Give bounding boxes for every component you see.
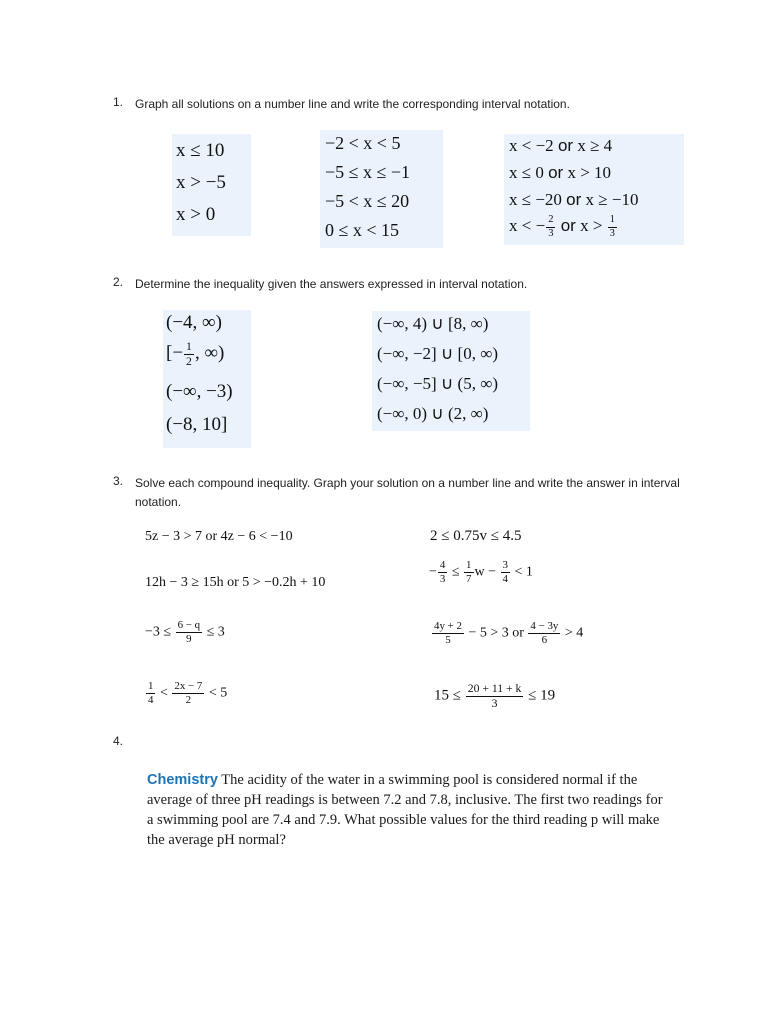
q3-inequality-h: 15 ≤ $\frac{20 + 11 + k}{3}$ ≤ 19 <box>434 682 556 710</box>
q3-inequality-a: 5z − 3 > 7 or 4z − 6 < −10 <box>145 529 293 544</box>
q4-chemistry-problem <box>147 770 667 850</box>
q2-interval-4: (−8, 10] <box>166 414 228 435</box>
q1-text: Graph all solutions on a number line and write the corresponding interval notation. <box>135 97 570 111</box>
q1-box-3 <box>504 134 684 245</box>
q2-interval-7: (−∞, −5] ∪ (5, ∞) <box>377 374 499 393</box>
q2-box-left <box>163 310 251 448</box>
q2-interval-3: (−∞, −3) <box>166 381 233 402</box>
q4-body: The acidity of the water in a swimming pool is considered normal if the average of three pH readings is between 7.2 and 7.8, inclusive. The first two readings for a swimming pool are 7.4 and 7.9. What possible values for the third reading p will make the average pH normal? <box>147 772 663 848</box>
q3-inequality-c: 12h − 3 ≥ 15h or 5 > −0.2h + 10 <box>145 575 326 590</box>
q3-text: Solve each compound inequality. Graph your solution on a number line and write the answer in interval notation. <box>135 476 680 509</box>
q3-inequality-d: − $\frac{4}{3}$ ≤ $\frac{1}{7}$ w − $\frac{3}{4}$ < 1 <box>429 559 533 585</box>
q1-box-1 <box>172 134 251 236</box>
q1-ineq-1: x ≤ 10 <box>176 140 225 161</box>
q4-title: Chemistry <box>147 772 218 788</box>
q3-inequality-f: $\frac{4y + 2}{5}$ − 5 > 3 or $\frac{4 - 3y}{6}$ > 4 <box>434 620 584 646</box>
q1-compound-4: x < − $\frac{2}{3}$ or x > $\frac{1}{3}$ <box>509 214 615 239</box>
q1-ineq-7: 0 ≤ x < 15 <box>325 220 400 240</box>
q2-text: Determine the inequality given the answers expressed in interval notation. <box>135 277 528 291</box>
q1-compound-2: x ≤ 0 or x > 10 <box>509 163 612 182</box>
q2-interval-6: (−∞, −2] ∪ [0, ∞) <box>377 344 499 363</box>
q1-number: 1. <box>113 95 124 109</box>
q1-compound-3: x ≤ −20 or x ≥ −10 <box>509 190 639 209</box>
q2-interval-8: (−∞, 0) ∪ (2, ∞) <box>377 404 489 423</box>
q2-interval-1: (−4, ∞) <box>166 312 222 333</box>
q1-ineq-3: x > 0 <box>176 204 216 225</box>
q2-interval-5: (−∞, 4) ∪ [8, ∞) <box>377 314 489 333</box>
q1-ineq-4: −2 < x < 5 <box>325 133 401 153</box>
q3-inequality-g: $\frac{1}{4}$ < $\frac{2x - 7}{2}$ < 5 <box>148 680 228 706</box>
q1-ineq-5: −5 ≤ x ≤ −1 <box>325 162 411 182</box>
q2-interval-2: [− $\frac{1}{2}$ , ∞) <box>166 340 225 368</box>
q1-ineq-2: x > −5 <box>176 172 226 193</box>
q3-inequality-e: −3 ≤ $\frac{6 - q}{9}$ ≤ 3 <box>145 619 225 645</box>
q1-ineq-6: −5 < x ≤ 20 <box>325 191 410 211</box>
q3-number: 3. <box>113 474 124 488</box>
q2-box-right <box>372 311 530 431</box>
q4-number: 4. <box>113 734 124 748</box>
q2-number: 2. <box>113 275 124 289</box>
q1-box-2 <box>320 130 443 248</box>
q3-inequality-b: 2 ≤ 0.75v ≤ 4.5 <box>430 528 522 544</box>
q1-compound-1: x < −2 or x ≥ 4 <box>509 136 613 155</box>
